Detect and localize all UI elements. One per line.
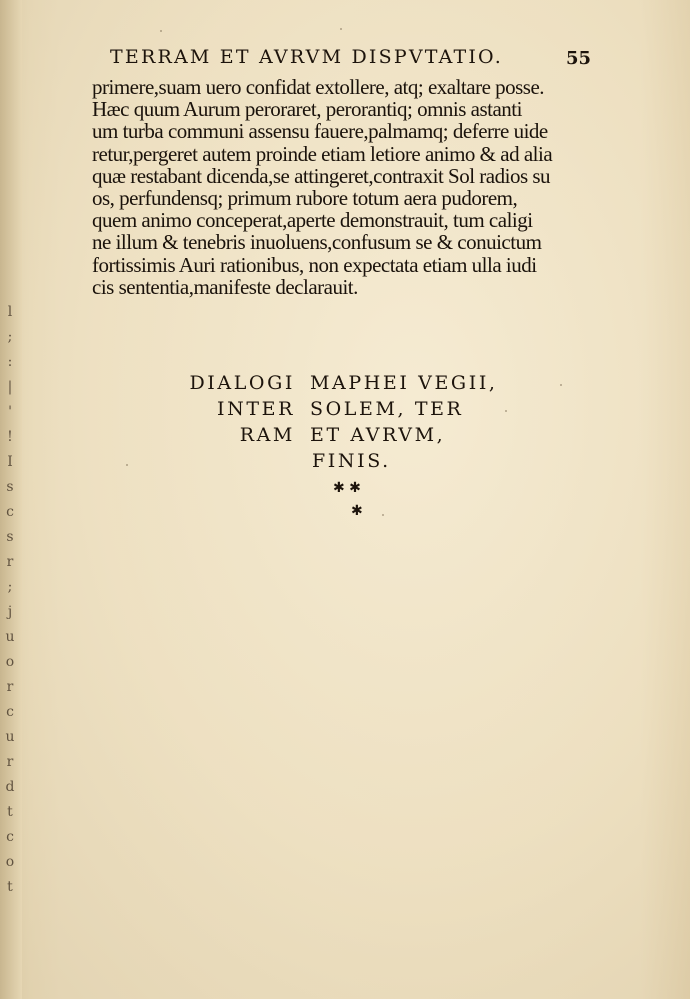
colophon-row — [170, 424, 530, 450]
asterism-ornament-row1: ✱ ✱ — [333, 480, 361, 496]
paper-speck — [382, 514, 384, 516]
colophon — [170, 372, 530, 450]
body-line: retur,pergeret autem proinde etiam letiore animo & ad alia — [92, 141, 553, 166]
body-line: os, perfundensq; primum rubore totum aera pudorem, — [92, 186, 518, 211]
colophon-left: RAM — [239, 424, 295, 446]
paper-speck — [505, 410, 507, 412]
colophon-right: SOLEM, TER — [310, 398, 464, 420]
colophon-right: MAPHEI VEGII, — [310, 372, 498, 394]
body-line: quæ restabant dicenda,se attingeret,contraxit Sol radios su — [92, 163, 551, 188]
body-line: Hæc quum Aurum peroraret, perorantiq; omnis astanti — [92, 97, 522, 122]
body-line: cis sententia,manifeste declarauit. — [92, 274, 358, 299]
body-line: um turba communi assensu fauere,palmamq; deferre uide — [92, 119, 548, 144]
finis-label: FINIS. — [312, 450, 391, 472]
bleed-through-text: l ; : | ' ! I s c s r ; j u o r c u r d t c o t — [5, 304, 15, 895]
colophon-row — [170, 398, 530, 424]
body-line: primere,suam uero confidat extollere, atq; exaltare posse. — [92, 75, 545, 99]
body-text — [92, 76, 604, 298]
paper-speck — [160, 30, 162, 32]
asterism-ornament-row2: ✱ — [351, 503, 363, 519]
body-line: ne illum & tenebris inuoluens,confusum se & conuictum — [92, 230, 542, 255]
colophon-right: ET AVRVM, — [310, 424, 446, 446]
body-line: quem animo conceperat,aperte demonstrauit, tum caligi — [92, 208, 533, 233]
paper-speck — [126, 464, 128, 466]
colophon-left: DIALOGI — [189, 372, 295, 394]
paper-speck — [340, 28, 342, 30]
running-head: TERRAM ET AVRVM DISPVTATIO. — [110, 46, 503, 68]
folio-number: 55 — [566, 48, 592, 69]
body-line: fortissimis Auri rationibus, non expectata etiam ulla iudi — [92, 252, 537, 277]
colophon-left: INTER — [217, 398, 295, 420]
paper-speck — [560, 384, 562, 386]
colophon-row — [170, 372, 530, 398]
